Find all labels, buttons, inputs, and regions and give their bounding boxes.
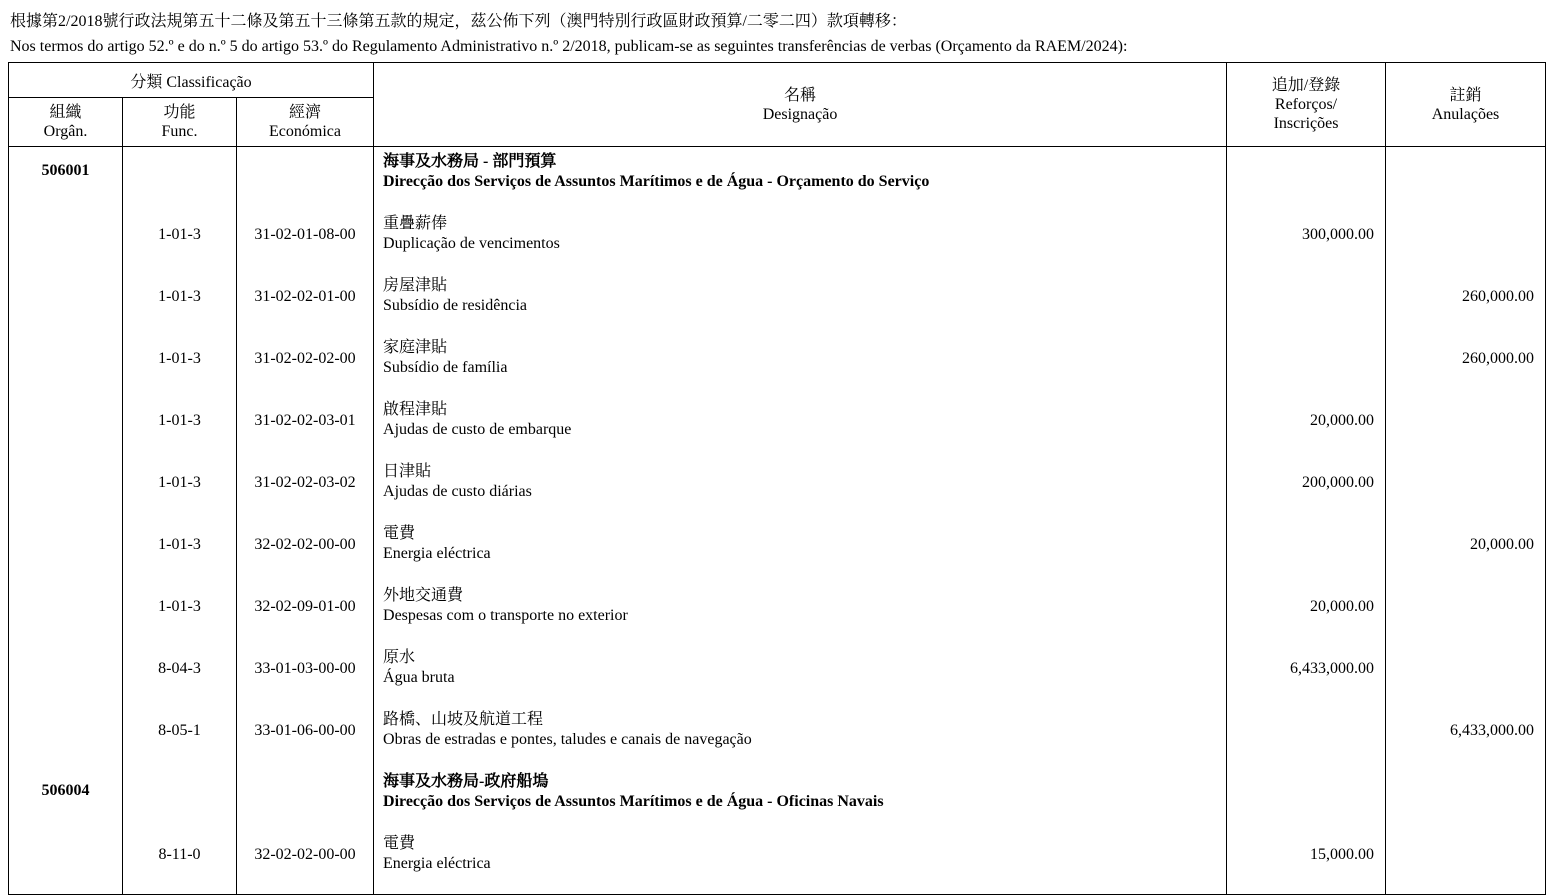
reinforcement-amount <box>1227 770 1386 832</box>
designation-pt: Energia eléctrica <box>383 855 491 872</box>
table-body <box>9 147 1546 895</box>
econ-code: 31-02-02-01-00 <box>237 274 374 336</box>
annulment-amount: 260,000.00 <box>1386 336 1546 398</box>
annulment-amount: 20,000.00 <box>1386 522 1546 584</box>
econ-code: 33-01-03-00-00 <box>237 646 374 708</box>
classification-header: 分類 Classificação <box>9 63 374 98</box>
org-code <box>9 708 123 770</box>
econ-header <box>237 98 374 147</box>
org-header <box>9 98 123 147</box>
reinforcement-amount <box>1227 708 1386 770</box>
designation-pt: Direcção dos Serviços de Assuntos Marítimos e de Água - Oficinas Navais <box>383 793 884 810</box>
designation-zh: 重疊薪俸 <box>383 215 448 232</box>
reinforcement-amount <box>1227 150 1386 212</box>
designation-pt: Duplicação de vencimentos <box>383 235 560 252</box>
designation-cell <box>374 150 1227 212</box>
org-code <box>9 460 123 522</box>
func-code: 8-11-0 <box>123 832 237 895</box>
designation-pt: Despesas com o transporte no exterior <box>383 607 628 624</box>
designation-zh: 電費 <box>383 525 416 542</box>
econ-code: 32-02-09-01-00 <box>237 584 374 646</box>
org-header-pt: Orgân. <box>43 123 88 140</box>
econ-code: 32-02-02-00-00 <box>237 832 374 895</box>
table-row <box>9 336 1546 398</box>
reinforcement-amount: 15,000.00 <box>1227 832 1386 895</box>
reinforcement-amount: 300,000.00 <box>1227 212 1386 274</box>
table-row <box>9 522 1546 584</box>
designation-zh: 海事及水務局 - 部門預算 <box>383 153 557 170</box>
annulment-amount <box>1386 150 1546 212</box>
org-code <box>9 274 123 336</box>
org-header-zh: 組織 <box>49 104 82 121</box>
designation-cell <box>374 460 1227 522</box>
designation-zh: 家庭津貼 <box>383 339 448 356</box>
reinforcements-header-pt2: Inscrições <box>1273 115 1339 132</box>
designation-cell <box>374 522 1227 584</box>
intro-chinese: 根據第2/2018號行政法規第五十二條及第五十三條第五款的規定，茲公佈下列（澳門特別行政區財政預算/二零二四）款項轉移： <box>10 13 907 30</box>
econ-header-zh: 經濟 <box>289 104 322 121</box>
designation-zh: 外地交通費 <box>383 587 464 604</box>
reinforcements-header-zh: 追加/登錄 <box>1271 77 1341 94</box>
func-code: 1-01-3 <box>123 584 237 646</box>
designation-cell <box>374 708 1227 770</box>
func-code: 1-01-3 <box>123 460 237 522</box>
transfer-table <box>8 62 1546 895</box>
econ-code: 31-02-02-03-01 <box>237 398 374 460</box>
reinforcement-amount <box>1227 274 1386 336</box>
annulment-amount <box>1386 770 1546 832</box>
func-code <box>123 150 237 212</box>
designation-cell <box>374 398 1227 460</box>
designation-pt: Obras de estradas e pontes, taludes e canais de navegação <box>383 731 752 748</box>
annulments-header-zh: 註銷 <box>1449 86 1482 104</box>
service-row <box>9 770 1546 832</box>
designation-pt: Subsídio de família <box>383 359 508 376</box>
annulments-header <box>1386 63 1546 147</box>
designation-cell <box>374 832 1227 895</box>
econ-code <box>237 150 374 212</box>
org-code: 506001 <box>9 150 123 212</box>
org-code <box>9 336 123 398</box>
table-row <box>9 398 1546 460</box>
func-header-zh: 功能 <box>163 104 196 121</box>
org-code <box>9 584 123 646</box>
func-code: 1-01-3 <box>123 212 237 274</box>
func-header <box>123 98 237 147</box>
func-code: 1-01-3 <box>123 522 237 584</box>
designation-pt: Ajudas de custo de embarque <box>383 421 572 438</box>
table-row <box>9 832 1546 895</box>
table-row <box>9 708 1546 770</box>
designation-pt: Água bruta <box>383 669 455 686</box>
designation-zh: 原水 <box>383 649 416 666</box>
reinforcement-amount: 6,433,000.00 <box>1227 646 1386 708</box>
table-row <box>9 460 1546 522</box>
designation-cell <box>374 212 1227 274</box>
reinforcement-amount <box>1227 336 1386 398</box>
func-code: 1-01-3 <box>123 274 237 336</box>
econ-code: 32-02-02-00-00 <box>237 522 374 584</box>
econ-header-pt: Económica <box>269 123 341 140</box>
annulment-amount <box>1386 584 1546 646</box>
annulment-amount <box>1386 460 1546 522</box>
org-code <box>9 832 123 895</box>
designation-pt: Energia eléctrica <box>383 545 491 562</box>
designation-header <box>374 63 1227 147</box>
func-code: 1-01-3 <box>123 336 237 398</box>
service-row <box>9 150 1546 212</box>
org-code <box>9 646 123 708</box>
table-row <box>9 274 1546 336</box>
designation-zh: 電費 <box>383 835 416 852</box>
func-header-pt: Func. <box>161 123 198 140</box>
designation-cell <box>374 274 1227 336</box>
econ-code: 31-02-02-02-00 <box>237 336 374 398</box>
designation-pt: Direcção dos Serviços de Assuntos Marítimos e de Água - Orçamento do Serviço <box>383 173 930 190</box>
table-row <box>9 584 1546 646</box>
econ-code: 31-02-02-03-02 <box>237 460 374 522</box>
designation-zh: 房屋津貼 <box>383 277 448 294</box>
func-code: 8-04-3 <box>123 646 237 708</box>
reinforcements-header <box>1227 63 1386 147</box>
annulments-header-pt: Anulações <box>1431 105 1500 123</box>
org-code <box>9 398 123 460</box>
annulment-amount: 6,433,000.00 <box>1386 708 1546 770</box>
designation-cell <box>374 584 1227 646</box>
intro-portuguese: Nos termos do artigo 52.º e do n.º 5 do artigo 53.º do Regulamento Administrativo n.º 2/2018, publicam-se as seguintes transferências de verbas (Orçamento da RAEM/2024): <box>10 38 1128 55</box>
econ-code: 33-01-06-00-00 <box>237 708 374 770</box>
designation-cell <box>374 336 1227 398</box>
designation-zh: 日津貼 <box>383 463 432 480</box>
org-code <box>9 522 123 584</box>
designation-header-zh: 名稱 <box>784 86 817 104</box>
org-code <box>9 212 123 274</box>
designation-zh: 啟程津貼 <box>383 401 448 418</box>
designation-zh: 海事及水務局-政府船塢 <box>383 773 549 790</box>
designation-cell <box>374 770 1227 832</box>
econ-code: 31-02-01-08-00 <box>237 212 374 274</box>
func-code: 1-01-3 <box>123 398 237 460</box>
designation-pt: Ajudas de custo diárias <box>383 483 532 500</box>
reinforcement-amount: 20,000.00 <box>1227 398 1386 460</box>
org-code: 506004 <box>9 770 123 832</box>
annulment-amount <box>1386 212 1546 274</box>
func-code: 8-05-1 <box>123 708 237 770</box>
annulment-amount <box>1386 646 1546 708</box>
designation-zh: 路橋、山坡及航道工程 <box>383 711 544 728</box>
annulment-amount: 260,000.00 <box>1386 274 1546 336</box>
reinforcements-header-pt1: Reforços/ <box>1274 96 1338 113</box>
designation-pt: Subsídio de residência <box>383 297 527 314</box>
reinforcement-amount: 200,000.00 <box>1227 460 1386 522</box>
designation-cell <box>374 646 1227 708</box>
annulment-amount <box>1386 832 1546 895</box>
reinforcement-amount: 20,000.00 <box>1227 584 1386 646</box>
reinforcement-amount <box>1227 522 1386 584</box>
table-row <box>9 646 1546 708</box>
table-row <box>9 212 1546 274</box>
annulment-amount <box>1386 398 1546 460</box>
func-code <box>123 770 237 832</box>
designation-header-pt: Designação <box>762 105 838 123</box>
econ-code <box>237 770 374 832</box>
